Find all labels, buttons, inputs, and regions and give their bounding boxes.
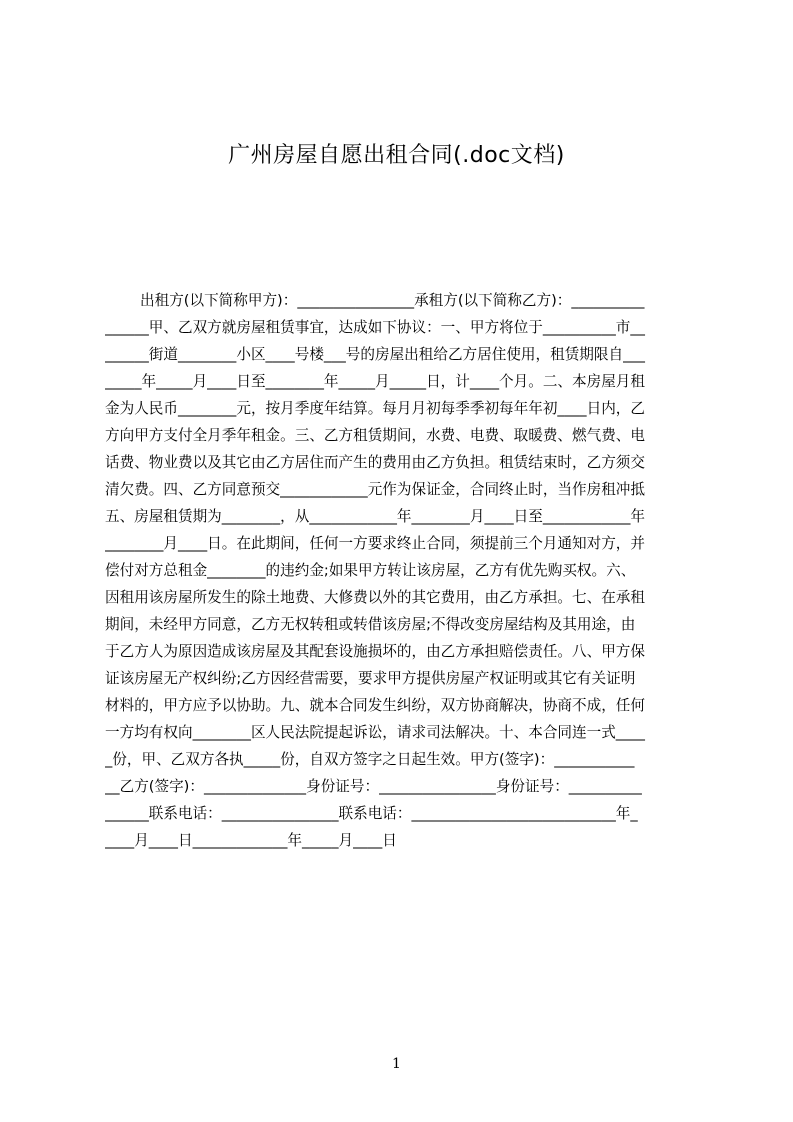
contract-line-11: 偿付对方总租金________的违约金;如果甲方转让该房屋，乙方有优先购买权。六、 bbox=[105, 562, 636, 579]
contract-line-10: ________月____日。在此期间，任何一方要求终止合同，须提前三个月通知对方，并 bbox=[105, 535, 645, 552]
contract-line-17: 一方均有权向________区人民法院提起诉讼，请求司法解决。十、本合同连一式____ bbox=[105, 724, 645, 741]
contract-line-18: _份，甲、乙双方各执_____份，自双方签字之日起生效。甲方(签字)：___________ bbox=[105, 751, 635, 768]
contract-line-13: 期间，未经甲方同意，乙方无权转租或转借该房屋;不得改变房屋结构及其用途，由 bbox=[105, 616, 636, 633]
contract-line-8: 清欠费。四、乙方同意预交____________元作为保证金，合同终止时，当作房租冲抵 bbox=[105, 481, 645, 498]
contract-line-1: 出租方(以下简称甲方)：________________承租方(以下简称乙方)：__________ bbox=[140, 292, 645, 309]
contract-line-19: __乙方(签字)：______________身份证号：________________身份证号：__________ bbox=[105, 778, 642, 795]
contract-line-9: 五、房屋租赁期为________，从____________年________月____日至____________年 bbox=[105, 508, 645, 525]
contract-line-6: 方向甲方支付全月季年租金。三、乙方租赁期间，水费、电费、取暖费、燃气费、电 bbox=[105, 427, 645, 444]
page-number: 1 bbox=[392, 1056, 401, 1072]
document-title: 广州房屋自愿出租合同(.doc文档) bbox=[228, 143, 565, 168]
contract-line-2: ______甲、乙双方就房屋租赁事宜，达成如下协议：一、甲方将位于__________市__ bbox=[105, 319, 645, 336]
contract-line-4: _____年_____月____日至________年_____月_____日，计____个月。二、本房屋月租 bbox=[105, 373, 645, 390]
contract-line-7: 话费、物业费以及其它由乙方居住而产生的费用由乙方负担。租赁结束时，乙方须交 bbox=[105, 454, 645, 471]
contract-line-21: ____月____日_____________年_____月____日 bbox=[105, 832, 397, 849]
contract-line-20: ______联系电话：________________联系电话：____________________________年_ bbox=[105, 805, 638, 822]
contract-line-14: 于乙方人为原因造成该房屋及其配套设施损坏的，由乙方承担赔偿责任。八、甲方保 bbox=[105, 643, 645, 660]
contract-line-5: 金为人民币________元，按月季度年结算。每月月初每季季初每年年初____日内，乙 bbox=[105, 400, 645, 417]
contract-line-3: ______街道________小区____号楼___号的房屋出租给乙方居住使用，租赁期限自___ bbox=[105, 346, 645, 363]
contract-line-12: 因租用该房屋所发生的除土地费、大修费以外的其它费用，由乙方承担。七、在承租 bbox=[105, 589, 645, 606]
contract-line-15: 证该房屋无产权纠纷;乙方因经营需要，要求甲方提供房屋产权证明或其它有关证明 bbox=[105, 670, 636, 687]
contract-line-16: 材料的，甲方应予以协助。九、就本合同发生纠纷，双方协商解决，协商不成，任何 bbox=[105, 697, 645, 714]
